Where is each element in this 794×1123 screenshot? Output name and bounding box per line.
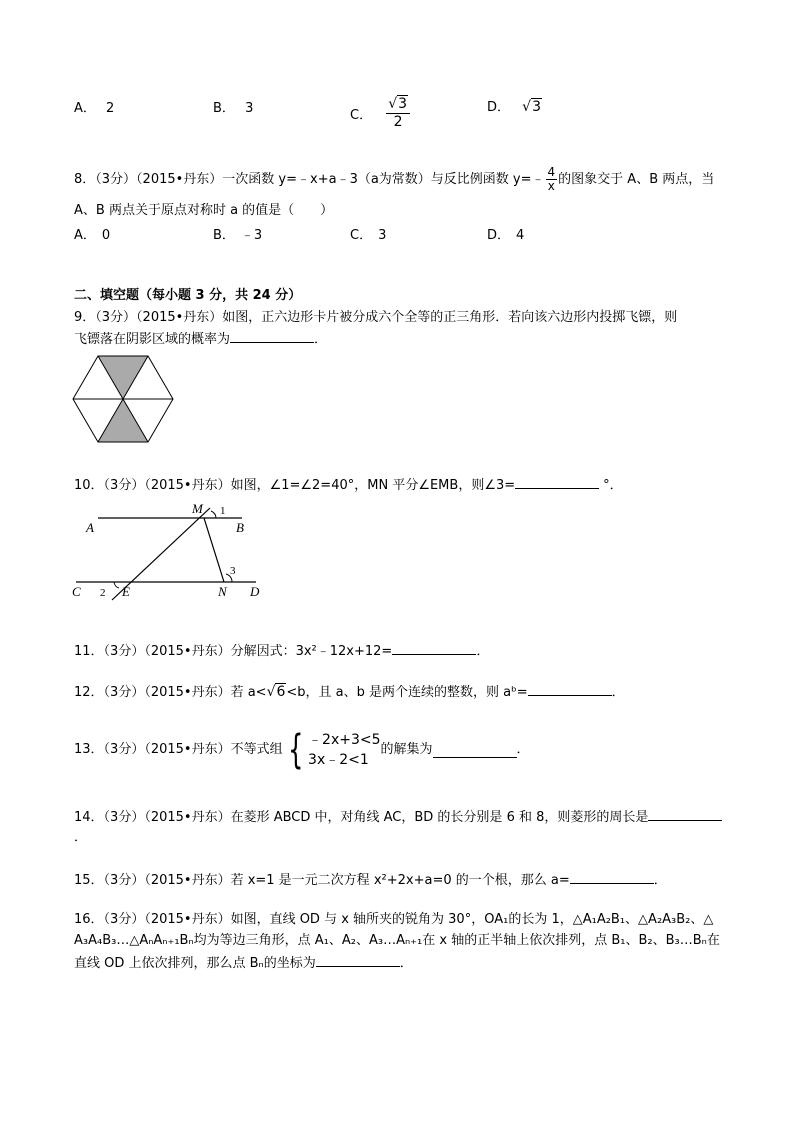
q9-line2 bbox=[74, 328, 327, 350]
option-value: 3 bbox=[245, 101, 254, 116]
q8-option-a bbox=[74, 226, 110, 246]
answer-blank[interactable] bbox=[528, 681, 612, 696]
q11-end: ． bbox=[476, 644, 490, 659]
q10-body: 10．（3分）（2015•丹东）如图，∠1=∠2=40°，MN 平分∠EMB，则∠3= bbox=[74, 478, 516, 493]
sqrt-expression bbox=[522, 97, 542, 117]
option-value: ﹣3 bbox=[240, 228, 263, 243]
inequality-system bbox=[308, 730, 380, 770]
answer-blank[interactable] bbox=[230, 328, 314, 343]
label-C: C bbox=[72, 584, 81, 599]
answer-blank[interactable] bbox=[392, 640, 476, 655]
q14-body: 14．（3分）（2015•丹东）在菱形 ABCD 中，对角线 AC，BD 的长分别是 6 和 8，则菱形的周长是 bbox=[74, 810, 649, 825]
option-label: D． bbox=[487, 100, 511, 115]
q9-end: ． bbox=[314, 332, 328, 347]
numerator: 4 bbox=[547, 165, 556, 179]
q8-line1 bbox=[74, 165, 714, 195]
option-label: A． bbox=[74, 228, 96, 243]
shaded-triangle-bottom bbox=[98, 399, 148, 442]
q10-end: °． bbox=[603, 478, 623, 493]
option-value: 3 bbox=[378, 228, 387, 243]
label-E: E bbox=[122, 584, 130, 599]
option-value: 2 bbox=[106, 101, 115, 116]
sqrt-expression bbox=[267, 682, 287, 702]
option-label: B． bbox=[213, 228, 235, 243]
answer-blank[interactable] bbox=[433, 743, 517, 758]
label-three: 3 bbox=[230, 565, 236, 577]
option-value: 0 bbox=[101, 228, 111, 243]
segment-mn bbox=[204, 518, 224, 582]
hexagon-figure bbox=[70, 354, 176, 444]
q16-line2: A₃A₄B₃…△AₙAₙ₊₁Bₙ均为等边三角形，点 A₁、A₂、A₃…Aₙ₊₁在 x 轴的正半轴上依次排列，点 B₁、B₂、B₃…Bₙ在 bbox=[74, 933, 720, 948]
q15-body: 15．（3分）（2015•丹东）若 x=1 是一元二次方程 x²+2x+a=0 的一个根，那么 a= bbox=[74, 873, 570, 888]
left-brace: { bbox=[287, 727, 303, 773]
q14-text bbox=[74, 806, 722, 828]
label-D: D bbox=[250, 584, 260, 599]
label-one: 1 bbox=[220, 505, 226, 517]
radicand: 3 bbox=[532, 99, 541, 115]
q11-text bbox=[74, 640, 489, 662]
q8-suffix: 的图象交于 A、B 两点，当 bbox=[558, 172, 715, 187]
q8-line2: A、B 两点关于原点对称时 a 的值是（ ） bbox=[74, 203, 334, 218]
q13-end: ． bbox=[516, 742, 530, 757]
q7-option-d bbox=[487, 97, 542, 118]
radicand: 6 bbox=[276, 684, 286, 700]
q15-end: ． bbox=[653, 873, 667, 888]
option-label: C． bbox=[350, 108, 373, 123]
label-two: 2 bbox=[100, 587, 106, 599]
answer-blank[interactable] bbox=[570, 869, 654, 884]
parallel-lines-figure bbox=[70, 500, 270, 602]
denominator: 2 bbox=[393, 114, 403, 130]
option-label: C． bbox=[350, 228, 373, 243]
label-B: B bbox=[236, 520, 244, 535]
q7-option-b bbox=[213, 99, 253, 119]
q16-line3 bbox=[74, 952, 413, 974]
radicand: 3 bbox=[398, 96, 408, 112]
section-title: 二、填空题（每小题 3 分，共 24 分） bbox=[74, 288, 302, 303]
q8-prefix: 8．（3分）（2015•丹东）一次函数 y=﹣x+a﹣3（a为常数）与反比例函数 y=﹣ bbox=[74, 172, 545, 187]
shaded-triangle-top bbox=[98, 356, 148, 399]
q8-option-c bbox=[350, 226, 386, 246]
label-A: A bbox=[86, 520, 94, 535]
q13-text bbox=[74, 728, 530, 773]
sqrt-sign: √ bbox=[522, 99, 532, 115]
answer-blank[interactable] bbox=[648, 806, 722, 821]
q11-body: 11．（3分）（2015•丹东）分解因式：3x²﹣12x+12= bbox=[74, 644, 393, 659]
q12-text bbox=[74, 681, 625, 703]
inequality-row-1: ﹣2x+3<5 bbox=[308, 732, 381, 748]
label-M: M bbox=[192, 501, 203, 516]
denominator: x bbox=[547, 179, 555, 193]
q8-option-b bbox=[213, 226, 262, 246]
q12-pre: 12．（3分）（2015•丹东）若 a< bbox=[74, 685, 267, 700]
q8-option-d bbox=[487, 226, 524, 246]
fraction bbox=[386, 96, 410, 131]
option-label: A． bbox=[74, 101, 96, 116]
q13-pre: 13．（3分）（2015•丹东）不等式组 bbox=[74, 742, 283, 757]
q15-text bbox=[74, 869, 667, 891]
q16-line1: 16．（3分）（2015•丹东）如图，直线 OD 与 x 轴所夹的锐角为 30°，OA₁的长为 1，△A₁A₂B₁、△A₂A₃B₂、△ bbox=[74, 912, 714, 927]
q14-end: ． bbox=[74, 830, 88, 845]
q16-line3-text: 直线 OD 上依次排列，那么点 Bₙ的坐标为 bbox=[74, 956, 316, 971]
sqrt-sign: √ bbox=[266, 684, 276, 700]
angle-1-arc bbox=[211, 511, 216, 518]
label-N: N bbox=[218, 584, 227, 599]
q10-text bbox=[74, 474, 623, 496]
option-value: 4 bbox=[516, 228, 525, 243]
q13-post: 的解集为 bbox=[380, 742, 433, 757]
q7-option-a bbox=[74, 99, 114, 119]
option-label: D． bbox=[487, 228, 511, 243]
option-label: B． bbox=[213, 101, 235, 116]
answer-blank[interactable] bbox=[316, 952, 400, 967]
q16-end: ． bbox=[399, 956, 413, 971]
fraction bbox=[546, 166, 558, 193]
q12-end: ． bbox=[611, 685, 625, 700]
angle-2-arc bbox=[114, 582, 119, 588]
q9-line2-text: 飞镖落在阴影区域的概率为 bbox=[74, 332, 231, 347]
q7-option-c bbox=[350, 96, 411, 131]
sqrt-sign: √ bbox=[388, 96, 398, 112]
inequality-row-2: 3x﹣2<1 bbox=[308, 752, 369, 768]
q9-line1: 9．（3分）（2015•丹东）如图，正六边形卡片被分成六个全等的正三角形．若向该六边形内投掷飞镖，则 bbox=[74, 310, 678, 325]
q12-post: <b，且 a、b 是两个连续的整数，则 aᵇ= bbox=[286, 685, 528, 700]
answer-blank[interactable] bbox=[515, 474, 599, 489]
